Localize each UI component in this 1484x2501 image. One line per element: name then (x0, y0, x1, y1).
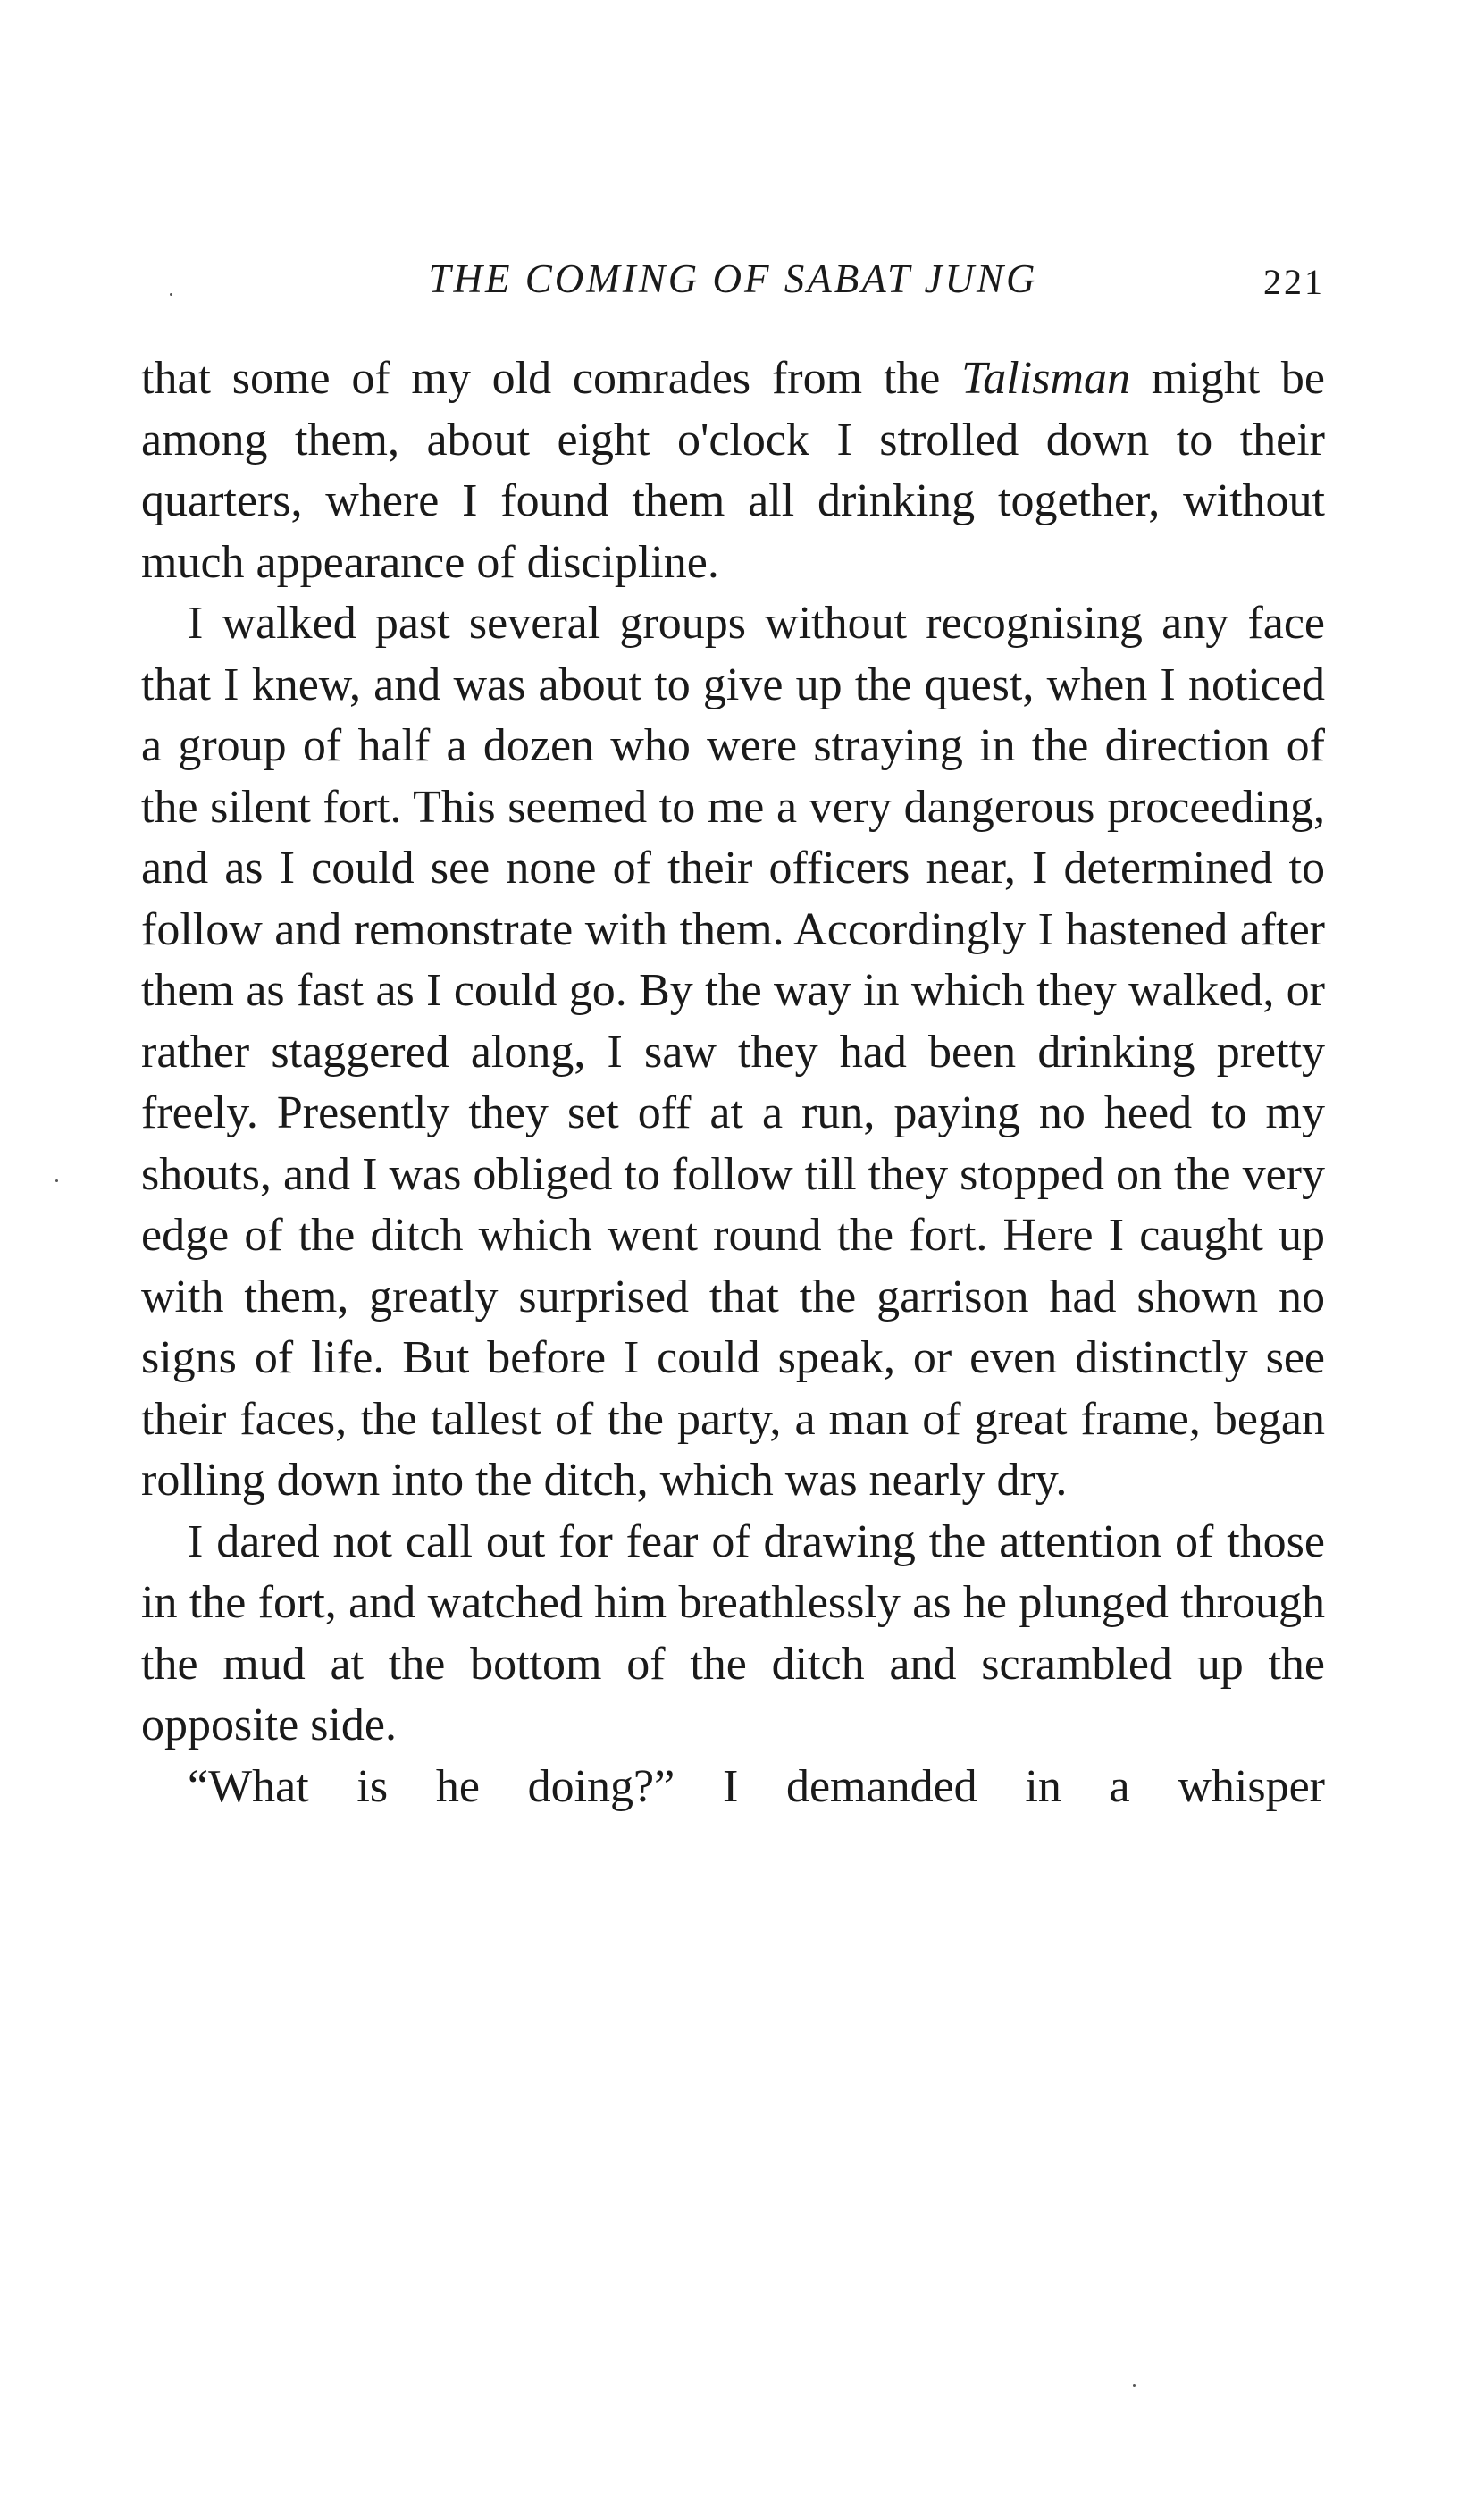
running-head (141, 252, 1325, 306)
print-speck (1133, 2384, 1136, 2387)
paragraph-1 (141, 348, 1325, 593)
ship-name: Talisman (961, 353, 1130, 404)
paragraph-1-before: that some of my old comrades from the (141, 353, 962, 404)
page-number: 221 (1263, 262, 1325, 302)
running-title: THE COMING OF SABAT JUNG (428, 256, 1038, 301)
paragraph-4: “What is he doing?” I demanded in a whisper (188, 1760, 1325, 1812)
print-speck (170, 293, 172, 296)
print-speck (55, 1179, 58, 1182)
paragraph-1-after: might be among them, about eight o'clock I strolled down to their quarters, where I found them all drinking together, without much appearance of discipline. (141, 353, 1326, 588)
paragraph-2: I walked past several groups without recognising any face that I knew, and was about to give up the quest, when I noticed a group of half a dozen who were straying in the direction of the silent fort. This seemed to me a very dangerous proceeding, and as I could see none of their officers near, I determined to follow and remonstrate with them. Accordingly I hastened after them as fast as I could go. By the way in which they walked, or rather staggered along, I saw they had been drinking pretty freely. Presently they set off at a run, paying no heed to my shouts, and I was obliged to follow till they stopped on the very edge of the ditch which went round the fort. Here I caught up with them, greatly surprised that the garrison had shown no signs of life. But before I could speak, or even distinctly see their faces, the tallest of the party, a man of great frame, began rolling down into the ditch, which was nearly dry. (141, 598, 1325, 1506)
body-text (141, 348, 1325, 1817)
paragraph-3: I dared not call out for fear of drawing the attention of those in the fort, and watched him breathlessly as he plunged through the mud at the bottom of the ditch and scrambled up the opposite side. (141, 1515, 1325, 1750)
